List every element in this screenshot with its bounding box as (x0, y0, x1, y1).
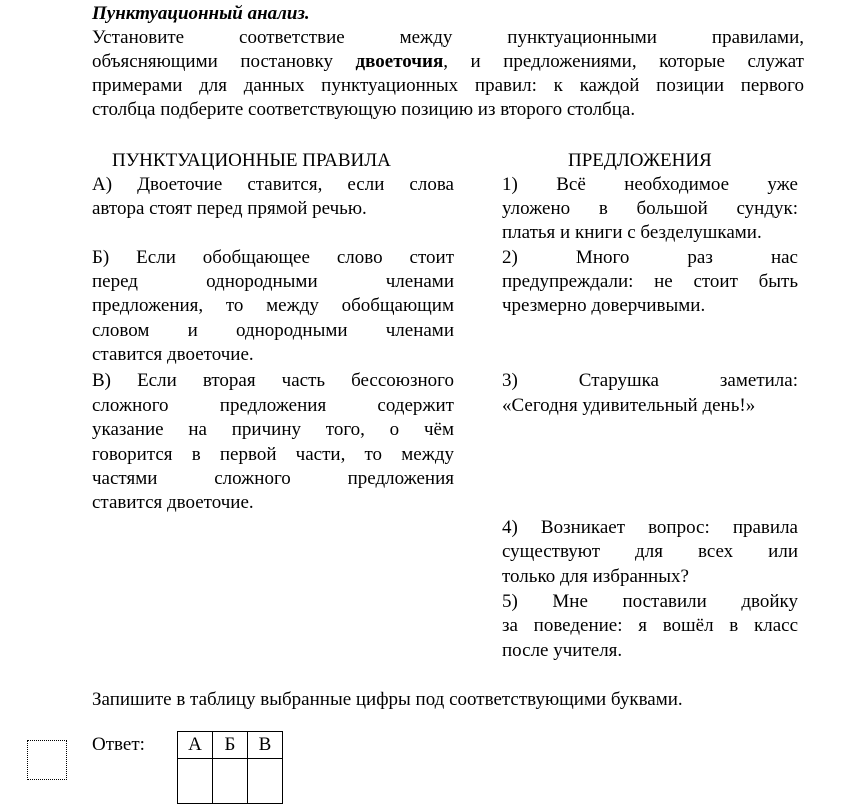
answer-cell-b[interactable] (213, 759, 248, 804)
rule-line: ставится двоеточие. (92, 492, 254, 513)
answer-cell-v[interactable] (248, 759, 283, 804)
rule-line: Б) Если обобщающее слово стоит (92, 247, 454, 268)
answer-header-v: В (248, 732, 283, 759)
rule-line: А) Двоеточие ставится, если слова (92, 174, 454, 195)
sentence-line: 5) Мне поставили двойку (502, 591, 798, 612)
intro-line: столбца подберите соответствующую позицию из второго столбца. (92, 99, 636, 120)
answer-table (177, 731, 283, 804)
answer-cell-a[interactable] (178, 759, 213, 804)
rule-line: указание на причину того, о чём (92, 419, 454, 440)
task-title: Пунктуационный анализ. (92, 3, 310, 24)
rule-line: предложения, то между обобщающим (92, 295, 454, 316)
answer-checkbox[interactable] (27, 740, 67, 780)
sentences-column-header: ПРЕДЛОЖЕНИЯ (568, 150, 712, 171)
rule-line: словом и однородными членами (92, 320, 454, 341)
sentence-line: после учителя. (502, 640, 623, 661)
answer-header-row (178, 732, 283, 759)
sentence-line: 3) Старушка заметила: (502, 370, 798, 391)
rule-line: В) Если вторая часть бессоюзного (92, 370, 454, 391)
answer-input-row (178, 759, 283, 804)
instruction-text: Запишите в таблицу выбранные цифры под соответствующими буквами. (92, 689, 683, 710)
sentence-line: предупреждали: не стоит быть (502, 271, 798, 292)
rule-line: говорится в первой части, то между (92, 444, 454, 465)
sentence-line: 1) Всё необходимое уже (502, 174, 798, 195)
rule-line: ставится двоеточие. (92, 344, 254, 365)
sentence-line: уложено в большой сундук: (502, 198, 798, 219)
sentence-line: «Сегодня удивительный день!» (502, 395, 756, 416)
answer-header-a: А (178, 732, 213, 759)
intro-line: примерами для данных пунктуационных правил: к каждой позиции первого (92, 75, 804, 96)
rules-column-header: ПУНКТУАЦИОННЫЕ ПРАВИЛА (112, 150, 391, 171)
sentence-line: чрезмерно доверчивыми. (502, 295, 706, 316)
rule-line: частями сложного предложения (92, 468, 454, 489)
sentence-line: 2) Много раз нас (502, 247, 798, 268)
sentence-line: за поведение: я вошёл в класс (502, 615, 798, 636)
answer-label: Ответ: (92, 734, 145, 755)
rule-line: сложного предложения содержит (92, 395, 454, 416)
intro-line: объясняющими постановку двоеточия, и предложениями, которые служат (92, 51, 804, 72)
sentence-line: платья и книги с безделушками. (502, 222, 762, 243)
sentence-line: существуют для всех или (502, 541, 798, 562)
intro-line: Установите соответствие между пунктуационными правилами, (92, 27, 804, 48)
rule-line: перед однородными членами (92, 271, 454, 292)
answer-header-b: Б (213, 732, 248, 759)
sentence-line: только для избранных? (502, 566, 689, 587)
rule-line: автора стоят перед прямой речью. (92, 198, 367, 219)
sentence-line: 4) Возникает вопрос: правила (502, 517, 798, 538)
